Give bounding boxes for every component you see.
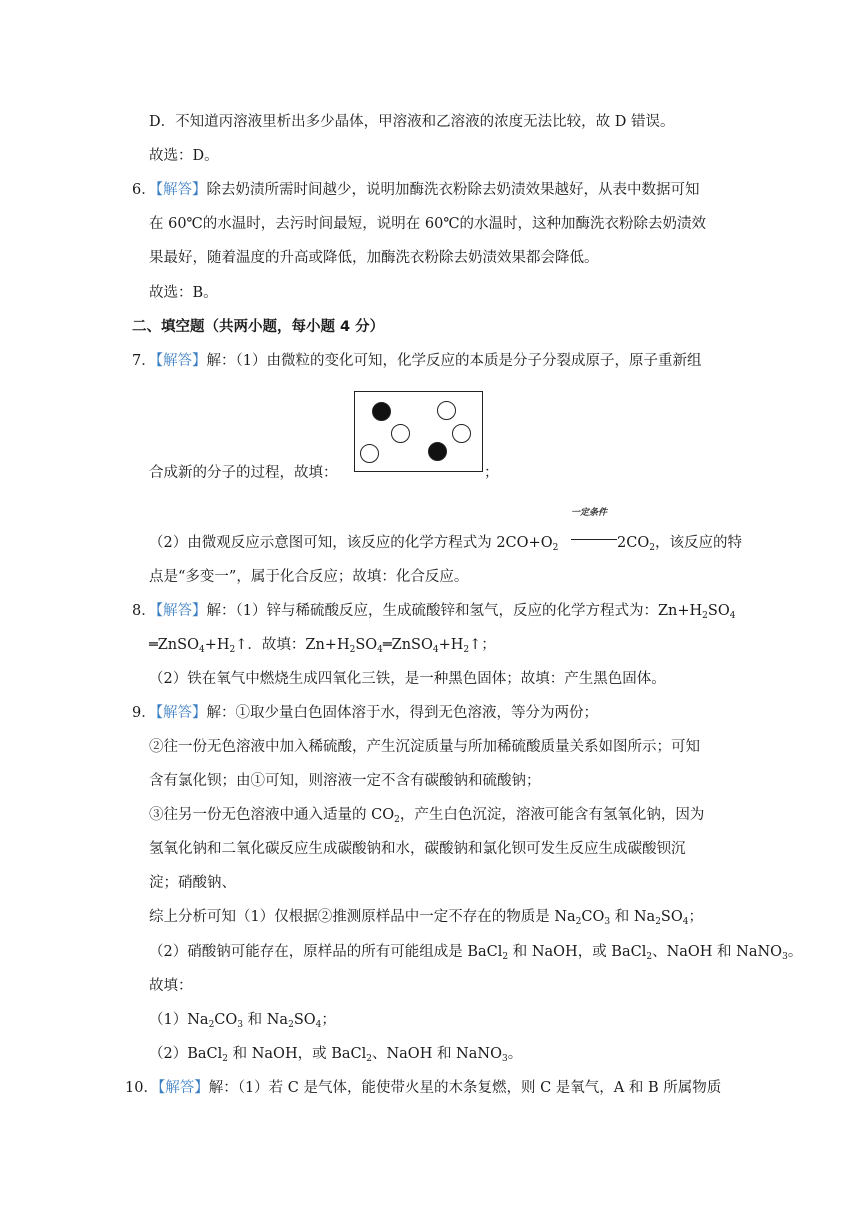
text-line: 果最好，随着温度的升高或降低，加酶洗衣粉除去奶渍效果都会降低。 [149,250,599,266]
answer-tag: 【解答】 [155,705,207,721]
white-atom [360,444,379,463]
text-line: $═ZnSO_4+H_2↑$．故填：$Zn+H_2SO_4═ZnSO_4+H_2↑$； [149,637,496,655]
text-line: 点是“多变一”，属于化合反应；故填：化合反应。 [149,569,469,585]
question-6-line [132,180,699,200]
question-10-line: 10．【解答】解：（1）若 C 是气体，能使带火星的木条复燃，则 C 是氧气，A 和 B 所属物质 [125,1080,722,1096]
reaction-condition [571,505,617,545]
text-line: ②往一份无色溶液中加入稀硫酸，产生沉淀质量与所加稀硫酸质量关系如图所示；可知 [149,739,700,755]
text-span: ； [484,465,499,481]
text-line: 淀；硝酸钠、 [149,875,236,891]
text-line: （2）硝酸钠可能存在，原样品的所有可能组成是 BaCl$_2$ 和 NaOH，或 BaCl$_2$、NaOH 和 NaNO$_3$。 [149,944,803,962]
molecule-diagram [354,391,483,472]
text-line: $(1)Na_2CO_3$ 和 $Na_2SO_4$； [149,1012,336,1030]
text-span: 解：（1）由微粒的变化可知，化学反应的本质是分子分裂成原子，原子重新组 [206,353,702,369]
question-number: 10． [125,1080,158,1096]
text-line: 在 60℃的水温时，去污时间最短，说明在 60℃的水温时，这种加酶洗衣粉除去奶渍效 [149,216,707,232]
text-line: 综上分析可知（1）仅根据②推测原样品中一定不存在的物质是 $Na_2CO_3$ 和 $Na_2SO_4$； [149,909,703,927]
text-span: 除去奶渍所需时间越少，说明加酶洗衣粉除去奶渍效果越好，从表中数据可知 [206,182,700,198]
text-line: 含有氯化钡；由①可知，则溶液一定不含有碳酸钠和硫酸钠； [149,773,541,789]
text-line: 合成新的分子的过程，故填： [149,465,338,481]
text-line: 故选：D。 [149,148,219,164]
question-number: 8． [132,603,156,619]
condition-label: 一定条件 [571,508,608,518]
question-8-line: 8．【解答】解：（1）锌与稀硫酸反应，生成硫酸锌和氢气，反应的化学方程式为：$Zn+H_2SO_4$ [132,603,736,621]
text-line: 故选：B。 [149,285,218,301]
black-atom [372,402,391,421]
equation-line-text: $2CO_2$，该反应的特 [617,535,742,553]
answer-tag: 【解答】 [155,182,207,198]
equation-line-text: （2）由微观反应示意图可知，该反应的化学方程式为 $2CO+O_2$ [149,535,559,553]
text-line: （2）BaCl$_2$ 和 NaOH，或 BaCl$_2$、NaOH 和 NaNO$_3$。 [149,1046,523,1064]
question-number: 6． [132,182,156,198]
equation-line [571,539,617,540]
text-line: 故填： [149,978,193,994]
question-number: 7． [132,353,156,369]
answer-tag: 【解答】 [155,603,207,619]
question-number: 9． [132,705,156,721]
text-line: 氢氧化钠和二氧化碳反应生成碳酸钠和水，碳酸钠和氯化钡可发生反应生成碳酸钡沉 [149,841,686,857]
question-7-line [132,351,701,371]
text-line: D．不知道丙溶液里析出多少晶体，甲溶液和乙溶液的浓度无法比较，故 D 错误。 [149,114,675,130]
section-heading: 二、填空题（共两小题，每小题 4 分） [132,319,385,335]
text-line: （2）铁在氧气中燃烧生成四氧化三铁，是一种黑色固体；故填：产生黑色固体。 [149,671,666,687]
question-9-line: 9．【解答】解：①取少量白色固体溶于水，得到无色溶液，等分为两份； [132,705,598,721]
white-atom [391,424,410,443]
answer-tag: 【解答】 [155,353,207,369]
white-atom [437,401,456,420]
black-atom [428,442,447,461]
white-atom [452,424,471,443]
answer-tag: 【解答】 [157,1080,209,1096]
text-line: ③往另一份无色溶液中通入适量的 $CO_2$，产生白色沉淀，溶液可能含有氢氧化钠，因为 [149,807,705,825]
